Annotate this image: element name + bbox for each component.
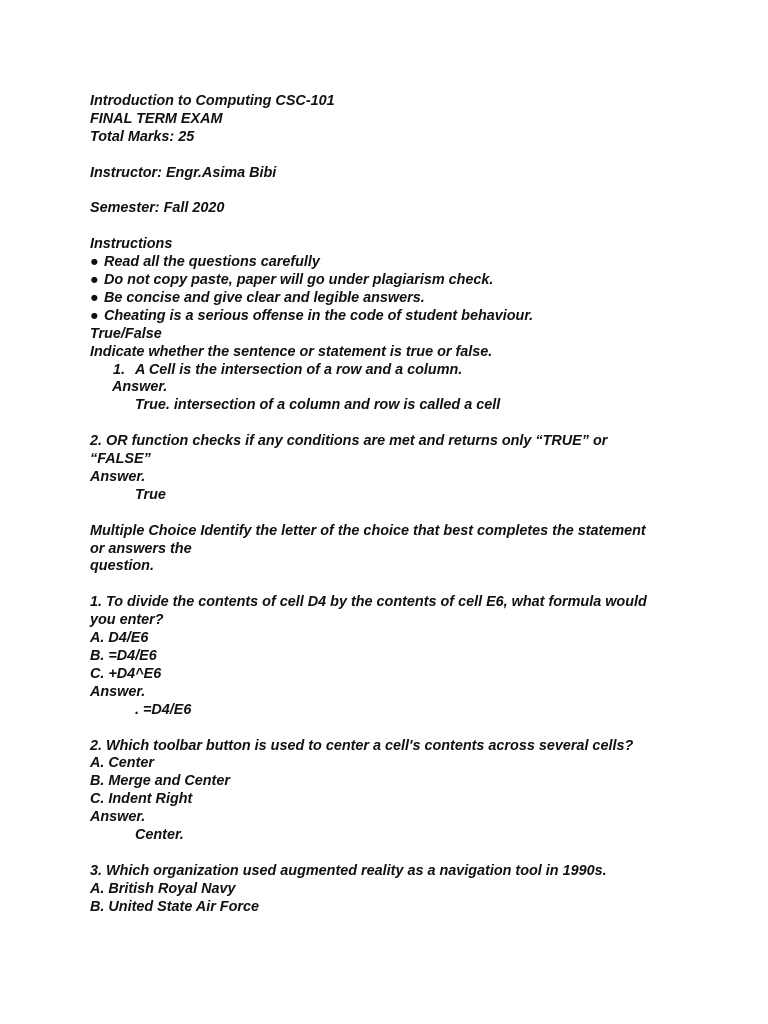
instruction-text: Cheating is a serious offense in the code of student behaviour. — [104, 307, 534, 324]
instruction-item — [90, 254, 710, 272]
mc-option: C. +D4^E6 — [90, 665, 162, 682]
instructor-line: Instructor: Engr.Asima Bibi — [90, 164, 277, 181]
tf-question-1 — [90, 362, 710, 380]
instruction-text: Do not copy paste, paper will go under plagiarism check. — [104, 272, 494, 289]
instruction-item — [90, 272, 710, 290]
tf-answer-1: True. intersection of a column and row is called a cell — [135, 397, 501, 414]
mc-answer-1: . =D4/E6 — [135, 701, 192, 718]
mc-option: A. Center — [90, 755, 154, 772]
mc-heading-line3: question. — [90, 558, 154, 575]
spacer — [90, 720, 710, 738]
instruction-text: Be concise and give clear and legible answers. — [104, 289, 425, 306]
instruction-text: Read all the questions carefully — [104, 254, 320, 271]
mc-question-1-line1: 1. To divide the contents of cell D4 by the contents of cell E6, what formula would — [90, 594, 647, 611]
question-text: A Cell is the intersection of a row and a column. — [135, 361, 463, 378]
course-title: Introduction to Computing CSC-101 — [90, 93, 335, 109]
mc-option: B. Merge and Center — [90, 773, 230, 790]
spacer — [90, 147, 710, 165]
spacer — [90, 576, 710, 594]
exam-document — [90, 93, 710, 917]
mc-answer-label-2: Answer. — [90, 809, 146, 826]
bullet-icon: ● — [90, 289, 99, 306]
tf-answer-label-2: Answer. — [90, 468, 146, 485]
mc-option: A. D4/E6 — [90, 630, 149, 647]
mc-answer-2: Center. — [135, 827, 184, 844]
mc-option: B. =D4/E6 — [90, 648, 157, 664]
bullet-icon: ● — [90, 254, 99, 271]
bullet-icon: ● — [90, 272, 99, 289]
true-false-heading: True/False — [90, 325, 162, 342]
exam-title: FINAL TERM EXAM — [90, 110, 223, 127]
mc-heading-line1: Multiple Choice Identify the letter of the choice that best completes the statement — [90, 522, 646, 539]
mc-answer-label-1: Answer. — [90, 683, 146, 700]
spacer — [90, 505, 710, 523]
bullet-icon: ● — [90, 307, 99, 324]
spacer — [90, 183, 710, 201]
instructions-heading: Instructions — [90, 236, 173, 253]
instruction-item — [90, 290, 710, 308]
mc-question-2: 2. Which toolbar button is used to center a cell's contents across several cells? — [90, 737, 634, 754]
tf-question-2-line2: “FALSE” — [90, 451, 151, 468]
spacer — [90, 845, 710, 863]
question-number: 1. — [113, 361, 126, 378]
instruction-item — [90, 308, 710, 326]
total-marks: Total Marks: 25 — [90, 128, 195, 145]
tf-answer-2: True — [135, 486, 166, 503]
mc-heading-line2: or answers the — [90, 540, 192, 557]
spacer — [90, 415, 710, 433]
mc-question-3: 3. Which organization used augmented reality as a navigation tool in 1990s. — [90, 862, 607, 879]
mc-option: B. United State Air Force — [90, 898, 259, 915]
true-false-directions: Indicate whether the sentence or statement is true or false. — [90, 343, 493, 360]
spacer — [90, 218, 710, 236]
mc-question-1-line2: you enter? — [90, 612, 164, 629]
mc-option: C. Indent Right — [90, 791, 193, 808]
semester-line: Semester: Fall 2020 — [90, 200, 225, 217]
tf-answer-label-1: Answer. — [112, 379, 168, 396]
tf-question-2-line1: 2. OR function checks if any conditions are met and returns only “TRUE” or — [90, 433, 608, 450]
mc-option: A. British Royal Navy — [90, 880, 236, 897]
